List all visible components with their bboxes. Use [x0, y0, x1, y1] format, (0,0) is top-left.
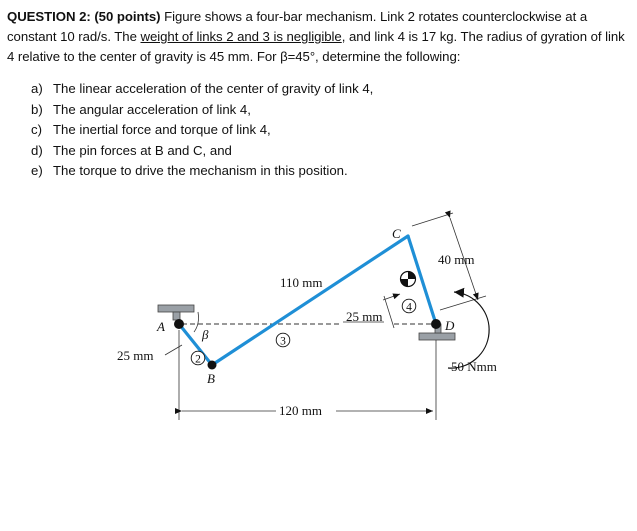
link-2-marker — [191, 351, 205, 365]
pin-d — [431, 319, 441, 329]
link-2-number: 2 — [195, 353, 201, 366]
link-3 — [212, 236, 408, 365]
question-text-1: Figure shows a four-bar mechanism. Link 2 rotates counterclockwise at a constant 10 rad/s. The — [7, 9, 588, 44]
part-label: a) — [31, 81, 43, 96]
part-text: The torque to drive the mechanism in this position. — [53, 163, 348, 179]
link-3-number: 3 — [280, 335, 286, 348]
part-text: The linear acceleration of the center of gravity of link 4, — [53, 81, 374, 96]
label-a: A — [157, 319, 165, 334]
part-label: d) — [31, 142, 43, 158]
dim-text-40: 40 mm — [438, 252, 475, 267]
dim-text-25-a: 25 mm — [117, 348, 154, 363]
link-4-marker — [402, 299, 416, 313]
question-text-2: , and link 4 is 17 kg. The radius of gyration of link 4 relative to the center of gravity is 45 mm. For β=45°, determine the following: — [7, 29, 625, 64]
link4-center-of-gravity-icon — [401, 272, 416, 287]
dim-ext-line-40-bottom — [440, 296, 486, 310]
pin-b — [208, 361, 217, 370]
question-underlined: weight of links 2 and 3 is negligible — [140, 29, 342, 44]
dim-arrow-25d — [383, 294, 400, 300]
ground-support-a — [158, 305, 194, 320]
beta-arc — [194, 312, 199, 332]
part-text: The pin forces at B and C, and — [53, 142, 232, 158]
link-3-marker — [276, 333, 290, 347]
link-4-number: 4 — [406, 301, 412, 314]
dim-ext-line-40-top — [412, 213, 453, 226]
dim-text-110: 110 mm — [280, 275, 323, 290]
dim-text-120: 120 mm — [279, 403, 322, 418]
dim-ext-line-25d — [384, 296, 394, 328]
label-b: B — [207, 371, 215, 386]
part-text: The inertial force and torque of link 4, — [53, 122, 271, 138]
question-header: QUESTION 2: (50 points) — [7, 9, 161, 24]
pin-a — [174, 319, 184, 329]
torque-label: 50 Nmm — [451, 359, 497, 374]
label-c: C — [392, 226, 401, 241]
dim-leader-25a — [165, 345, 182, 355]
label-d: D — [445, 318, 455, 333]
part-label: b) — [31, 101, 43, 117]
part-label: c) — [31, 122, 42, 138]
label-beta: β — [202, 327, 209, 342]
part-label: e) — [31, 163, 43, 179]
dim-text-25-d: 25 mm — [346, 309, 383, 324]
part-text: The angular acceleration of link 4, — [53, 101, 251, 117]
